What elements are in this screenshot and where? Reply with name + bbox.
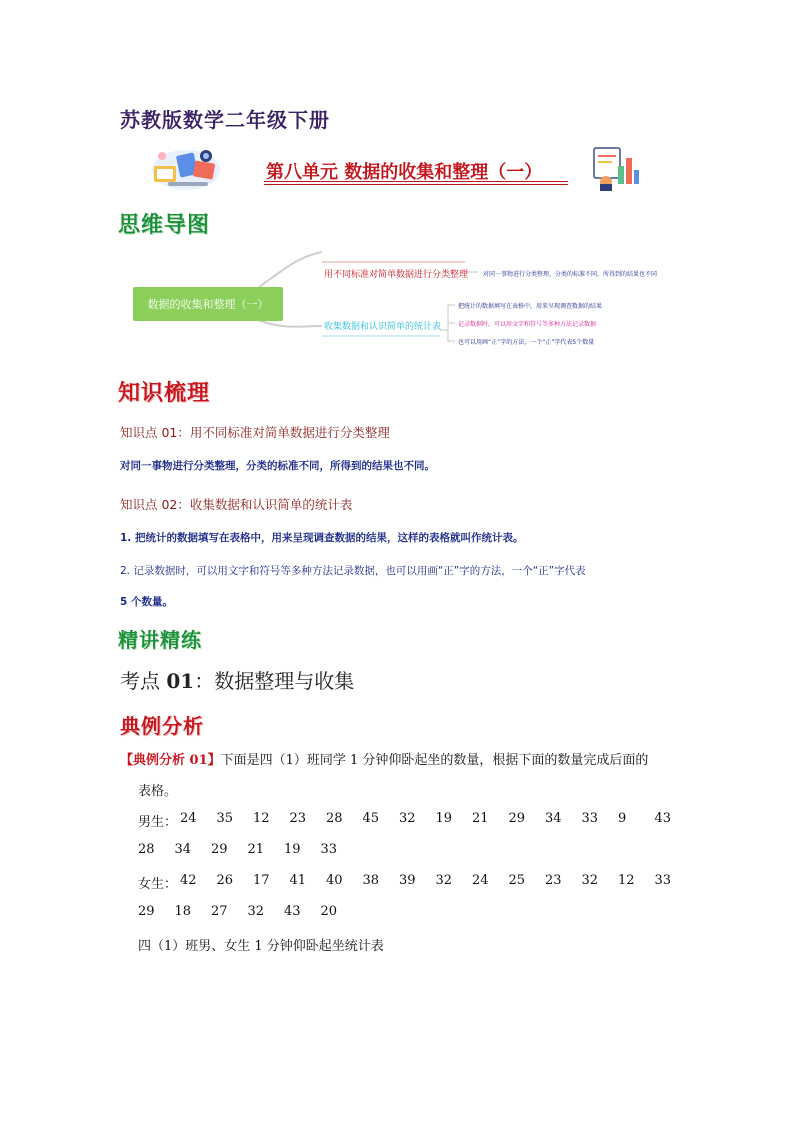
girls-row-1 bbox=[180, 873, 691, 888]
knowledge-point-2-item-2-line-1: 2. 记录数据时，可以用文字和符号等多种方法记录数据，也可以用画“正”字的方法，一个“正”字代表 bbox=[120, 565, 586, 577]
mind-map-connectors bbox=[0, 0, 794, 400]
girls-score-value: 32 bbox=[247, 904, 265, 919]
section-heading-mind-map: 思维导图 bbox=[118, 213, 211, 238]
boys-score-value: 21 bbox=[472, 811, 489, 826]
girls-score-value: 40 bbox=[326, 873, 343, 888]
boys-score-value: 24 bbox=[180, 811, 197, 826]
girls-score-value: 25 bbox=[508, 873, 526, 888]
boys-score-value: 19 bbox=[435, 811, 453, 826]
girls-score-value: 24 bbox=[472, 873, 489, 888]
girls-score-value: 12 bbox=[618, 873, 635, 888]
example-question-text: 下面是四（1）班同学 1 分钟仰卧起坐的数量，根据下面的数量完成后面的 bbox=[220, 753, 649, 768]
mind-map-branch-1: 用不同标准对简单数据进行分类整理 bbox=[324, 270, 469, 280]
section-heading-practice: 精讲精练 bbox=[118, 628, 202, 652]
example-tag: 【典例分析 01】 bbox=[120, 753, 221, 768]
boys-score-value: 9 bbox=[618, 811, 627, 826]
girls-score-value: 26 bbox=[216, 873, 234, 888]
mind-map-leaf-1-1: 对同一事物进行分类整理，分类的标准不同，所得到的结果也不同 bbox=[483, 271, 658, 278]
exam-point-number: 01 bbox=[166, 669, 195, 693]
girls-score-value: 38 bbox=[362, 873, 380, 888]
mind-map-root-node: 数据的收集和整理（一） bbox=[133, 287, 283, 321]
example-question-line-1 bbox=[120, 749, 648, 768]
knowledge-point-2-item-2-line-2: 5 个数量。 bbox=[120, 596, 173, 608]
girls-score-value: 33 bbox=[654, 873, 672, 888]
knowledge-point-2-title: 知识点 02：收集数据和认识简单的统计表 bbox=[120, 497, 353, 512]
girls-score-value: 23 bbox=[545, 873, 562, 888]
girls-row-2 bbox=[138, 904, 357, 919]
boys-score-value: 35 bbox=[216, 811, 234, 826]
section-heading-knowledge: 知识梳理 bbox=[118, 381, 211, 406]
boys-score-value: 34 bbox=[174, 842, 192, 857]
boys-score-value: 29 bbox=[508, 811, 526, 826]
section-heading-example: 典例分析 bbox=[120, 714, 204, 738]
boys-score-value: 34 bbox=[545, 811, 562, 826]
girls-score-value: 18 bbox=[174, 904, 192, 919]
exam-point-name: ：数据整理与收集 bbox=[194, 669, 355, 693]
boys-score-value: 23 bbox=[289, 811, 307, 826]
example-question-line-2: 表格。 bbox=[138, 784, 178, 799]
girls-score-value: 29 bbox=[138, 904, 155, 919]
girls-score-value: 41 bbox=[289, 873, 307, 888]
mind-map-leaf-2-2: 记录数据时，可以用文字和符号等多种方法记录数据 bbox=[458, 321, 597, 328]
boys-score-value: 29 bbox=[211, 842, 228, 857]
boys-score-value: 33 bbox=[320, 842, 338, 857]
girls-score-value: 32 bbox=[435, 873, 453, 888]
exam-point-prefix: 考点 bbox=[120, 669, 167, 693]
girls-score-value: 20 bbox=[320, 904, 338, 919]
knowledge-point-2-item-1: 1. 把统计的数据填写在表格中，用来呈现调查数据的结果，这样的表格就叫作统计表。 bbox=[120, 532, 524, 544]
mind-map-leaf-2-1: 把统计的数据填写在表格中，用来呈现调查数据的结果 bbox=[458, 303, 603, 310]
boys-score-value: 45 bbox=[362, 811, 380, 826]
boys-row-1 bbox=[180, 811, 691, 826]
boys-row-2 bbox=[138, 842, 357, 857]
boys-score-value: 28 bbox=[326, 811, 343, 826]
boys-score-value: 12 bbox=[253, 811, 270, 826]
girls-score-value: 43 bbox=[284, 904, 301, 919]
table-caption: 四（1）班男、女生 1 分钟仰卧起坐统计表 bbox=[138, 939, 384, 954]
girls-score-value: 32 bbox=[581, 873, 599, 888]
knowledge-point-1-title: 知识点 01：用不同标准对简单数据进行分类整理 bbox=[120, 425, 390, 440]
boys-score-value: 21 bbox=[247, 842, 265, 857]
girls-score-value: 42 bbox=[180, 873, 197, 888]
knowledge-point-1-text: 对同一事物进行分类整理，分类的标准不同，所得到的结果也不同。 bbox=[120, 460, 435, 472]
mind-map-branch-2: 收集数据和认识简单的统计表 bbox=[324, 322, 442, 332]
mind-map-leaf-2-3: 也可以用画“正”字的方法，一个“正”字代表5个数量 bbox=[458, 339, 595, 346]
girls-score-value: 27 bbox=[211, 904, 228, 919]
book-title: 苏教版数学二年级下册 bbox=[120, 108, 330, 132]
boys-score-value: 33 bbox=[581, 811, 599, 826]
boys-score-value: 43 bbox=[654, 811, 672, 826]
girls-score-value: 39 bbox=[399, 873, 416, 888]
unit-title: 第八单元 数据的收集和整理（一） bbox=[266, 162, 543, 183]
boys-label: 男生： bbox=[138, 815, 178, 830]
boys-score-value: 19 bbox=[284, 842, 301, 857]
boys-score-value: 32 bbox=[399, 811, 416, 826]
boys-score-value: 28 bbox=[138, 842, 155, 857]
exam-point-title bbox=[120, 665, 354, 694]
girls-label: 女生： bbox=[138, 877, 178, 892]
girls-score-value: 17 bbox=[253, 873, 270, 888]
